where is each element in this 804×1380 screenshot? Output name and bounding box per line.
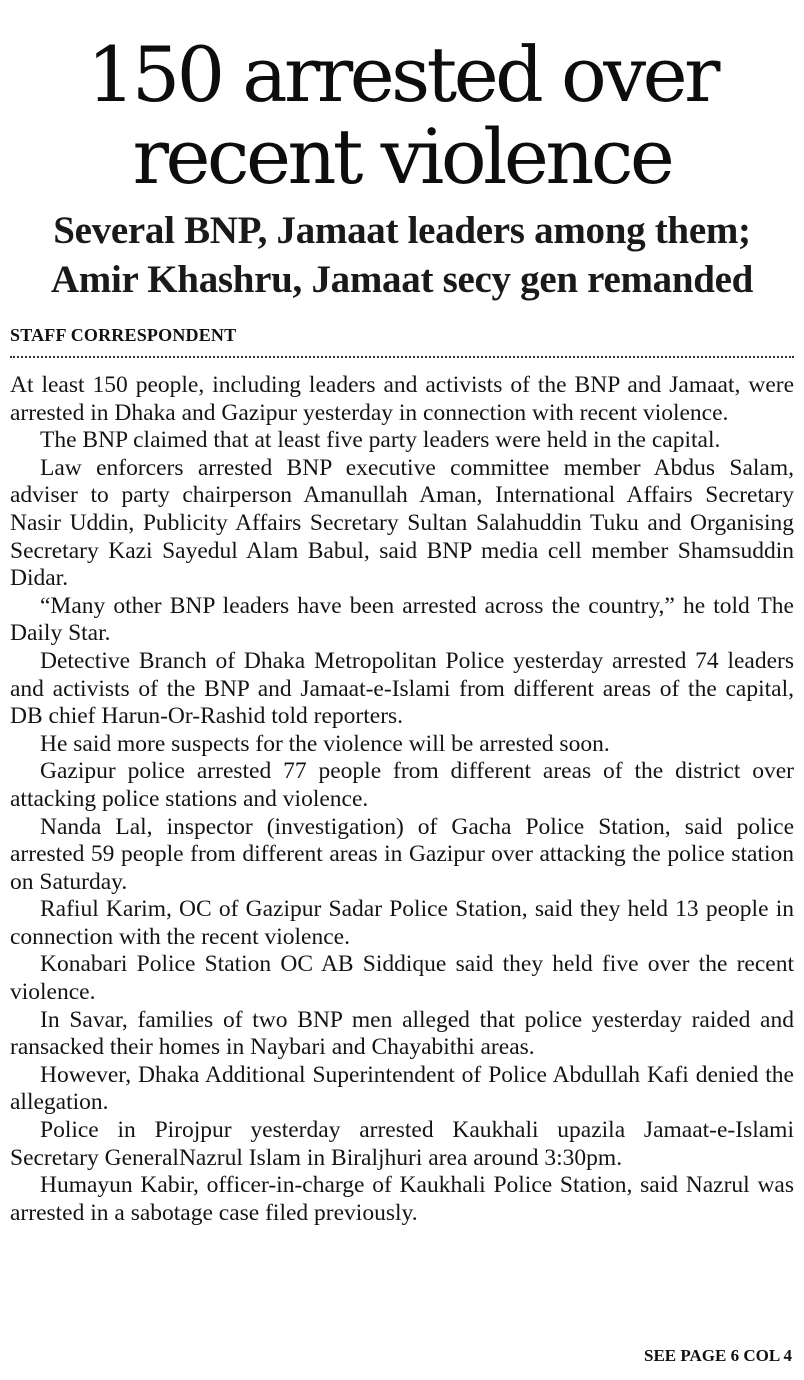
article-paragraph: Gazipur police arrested 77 people from different areas of the district over attacking police stations and violence. xyxy=(10,758,794,812)
subheadline xyxy=(10,206,794,304)
article-paragraph: Police in Pirojpur yesterday arrested Kaukhali upazila Jamaat-e-Islami Secretary GeneralNazrul Islam in Biraljhuri area around 3:30pm. xyxy=(10,1117,794,1171)
article-body xyxy=(10,372,794,1227)
article-paragraph: Konabari Police Station OC AB Siddique said they held five over the recent violence. xyxy=(10,951,794,1006)
article-paragraph: Detective Branch of Dhaka Metropolitan Police yesterday arrested 74 leaders and activists of the BNP and Jamaat-e-Islami from different areas of the capital, DB chief Harun-Or-Rashid told reporters. xyxy=(10,647,794,730)
article-paragraph: However, Dhaka Additional Superintendent of Police Abdullah Kafi denied the allegation. xyxy=(10,1061,794,1116)
continuation-jump-line: SEE PAGE 6 COL 4 xyxy=(644,1346,792,1365)
headline-line-2: recent violence xyxy=(132,112,672,201)
article-paragraph: He said more suspects for the violence will be arrested soon. xyxy=(40,730,610,757)
article-paragraph: Law enforcers arrested BNP executive committee member Abdus Salam, adviser to party chairperson Amanullah Aman, International Affairs Secretary Nasir Uddin, Publicity Affairs Secretary Sultan Salahuddin Tuku and Organising Secretary Kazi Sayedul Alam Babul, said BNP media cell member Shamsuddin Didar. xyxy=(10,454,794,592)
article-paragraph: In Savar, families of two BNP men alleged that police yesterday raided and ransacked their homes in Naybari and Chayabithi areas. xyxy=(10,1006,794,1061)
headline-line-1: 150 arrested over xyxy=(87,30,717,119)
byline: STAFF CORRESPONDENT xyxy=(10,324,794,358)
headline xyxy=(10,0,794,201)
article-paragraph: At least 150 people, including leaders and activists of the BNP and Jamaat, were arrested in Dhaka and Gazipur yesterday in connection with recent violence. xyxy=(10,372,794,426)
article-paragraph: Nanda Lal, inspector (investigation) of Gacha Police Station, said police arrested 59 people from different areas in Gazipur over attacking the police station on Saturday. xyxy=(10,813,794,895)
article-paragraph: Humayun Kabir, officer-in-charge of Kaukhali Police Station, said Nazrul was arrested in a sabotage case filed previously. xyxy=(10,1172,794,1226)
subheadline-line-2: Amir Khashru, Jamaat secy gen remanded xyxy=(50,258,754,301)
article-paragraph: Rafiul Karim, OC of Gazipur Sadar Police Station, said they held 13 people in connection with the recent violence. xyxy=(10,896,794,950)
subheadline-line-1: Several BNP, Jamaat leaders among them; xyxy=(53,209,751,252)
article-paragraph: “Many other BNP leaders have been arrested across the country,” he told The Daily Star. xyxy=(10,592,794,647)
article-paragraph: The BNP claimed that at least five party leaders were held in the capital. xyxy=(40,427,721,454)
